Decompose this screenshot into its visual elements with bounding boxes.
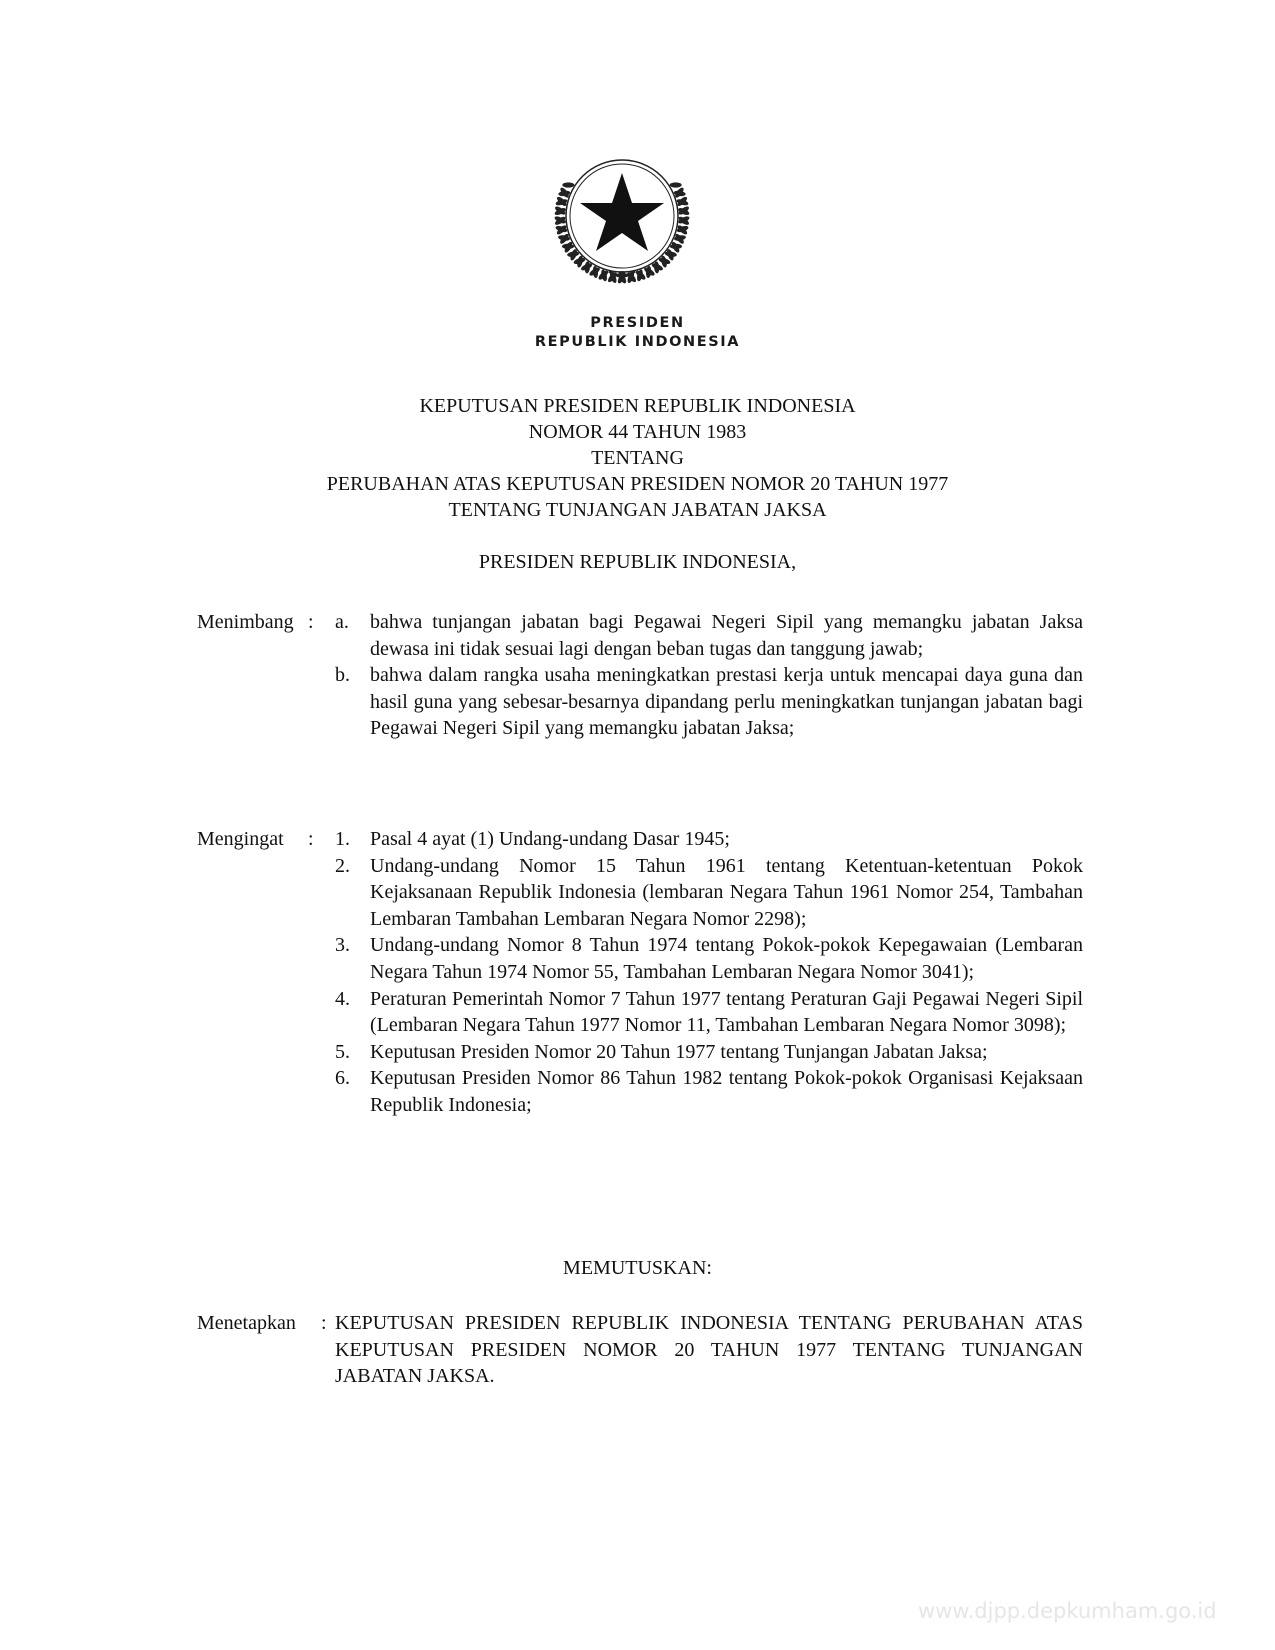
list-item	[197, 986, 1083, 1039]
title-line-5: TENTANG TUNJANGAN JABATAN JAKSA	[448, 499, 827, 521]
mengingat-label: Mengingat	[197, 828, 284, 850]
document-title	[0, 393, 1275, 523]
mengingat-colon: :	[308, 828, 314, 850]
wreath-leaf	[562, 244, 574, 249]
item-marker: 3.	[335, 934, 350, 957]
memutuskan-heading: MEMUTUSKAN:	[563, 1257, 712, 1279]
title-line-3: TENTANG	[591, 447, 684, 469]
list-item	[197, 1065, 1083, 1118]
menimbang-label: Menimbang	[197, 611, 294, 633]
item-text: Pasal 4 ayat (1) Undang-undang Dasar 1945;	[370, 828, 730, 850]
wreath-leaf	[567, 251, 580, 258]
list-item	[197, 1039, 1083, 1066]
mengingat-section	[197, 826, 1083, 1119]
title-line-4: PERUBAHAN ATAS KEPUTUSAN PRESIDEN NOMOR 20 TAHUN 1977	[326, 473, 949, 495]
list-item	[197, 853, 1083, 933]
item-text: bahwa tunjangan jabatan bagi Pegawai Negeri Sipil yang memangku jabatan Jaksa dewasa ini tidak sesuai lagi dengan beban tugas dan tanggung jawab;	[370, 611, 1083, 660]
watermark-url: www.djpp.depkumham.go.id	[918, 1599, 1217, 1623]
item-text: Keputusan Presiden Nomor 86 Tahun 1982 tentang Pokok-pokok Organisasi Kejaksaan Republik Indonesia;	[370, 1067, 1083, 1116]
list-item	[197, 609, 1083, 662]
emblem-caption-president: PRESIDEN	[590, 315, 685, 331]
item-marker: 4.	[335, 987, 350, 1010]
item-marker: b.	[335, 664, 350, 687]
garuda-star-wreath-emblem-icon	[549, 143, 695, 289]
menimbang-colon: :	[308, 611, 314, 633]
presidential-emblem	[549, 143, 695, 289]
item-text: bahwa dalam rangka usaha meningkatkan prestasi kerja untuk mencapai daya guna dan hasil guna yang sebesar-besarnya dipandang perlu meningkatkan tunjangan jabatan bagi Pegawai Negeri Sipil yang memangku jabatan Jaksa;	[370, 664, 1083, 740]
menetapkan-text: KEPUTUSAN PRESIDEN REPUBLIK INDONESIA TENTANG PERUBAHAN ATAS KEPUTUSAN PRESIDEN NOMOR 20 TAHUN 1977 TENTANG TUNJANGAN JABATAN JAKSA.	[335, 1312, 1083, 1388]
list-item	[197, 932, 1083, 985]
wreath-leaf	[665, 251, 678, 258]
list-item	[197, 1310, 1083, 1390]
item-marker: 2.	[335, 854, 350, 877]
menimbang-section	[197, 609, 1083, 742]
item-marker: 6.	[335, 1067, 350, 1090]
title-line-1: KEPUTUSAN PRESIDEN REPUBLIK INDONESIA	[419, 395, 856, 417]
item-text: Undang-undang Nomor 15 Tahun 1961 tentang Ketentuan-ketentuan Pokok Kejaksanaan Republik Indonesia (lembaran Negara Tahun 1961 Nomor 254, Tambahan Lembaran Tambahan Lembaran Negara Nomor 2298);	[370, 854, 1083, 930]
title-line-2: NOMOR 44 TAHUN 1983	[528, 421, 747, 443]
item-text: Undang-undang Nomor 8 Tahun 1974 tentang Pokok-pokok Kepegawaian (Lembaran Negara Tahun 1974 Nomor 55, Tambahan Lembaran Negara Nomor 3041);	[370, 934, 1083, 983]
wreath-leaf	[670, 244, 682, 249]
menetapkan-label: Menetapkan	[197, 1312, 296, 1334]
item-text: Peraturan Pemerintah Nomor 7 Tahun 1977 tentang Peraturan Gaji Pegawai Negeri Sipil (Lembaran Negara Tahun 1977 Nomor 11, Tambahan Lembaran Negara Nomor 3098);	[370, 987, 1083, 1037]
emblem-caption-republic: REPUBLIK INDONESIA	[534, 334, 741, 350]
item-marker: 1.	[335, 828, 350, 850]
menetapkan-colon: :	[321, 1312, 327, 1334]
wreath-leaf	[562, 182, 574, 187]
item-text: Keputusan Presiden Nomor 20 Tahun 1977 tentang Tunjangan Jabatan Jaksa;	[370, 1040, 988, 1063]
menetapkan-section	[197, 1310, 1083, 1390]
president-heading: PRESIDEN REPUBLIK INDONESIA,	[478, 551, 797, 573]
item-marker: 5.	[335, 1040, 350, 1063]
list-item	[197, 826, 1083, 853]
item-marker: a.	[335, 611, 349, 633]
wreath-leaf	[670, 182, 682, 187]
list-item	[197, 662, 1083, 742]
